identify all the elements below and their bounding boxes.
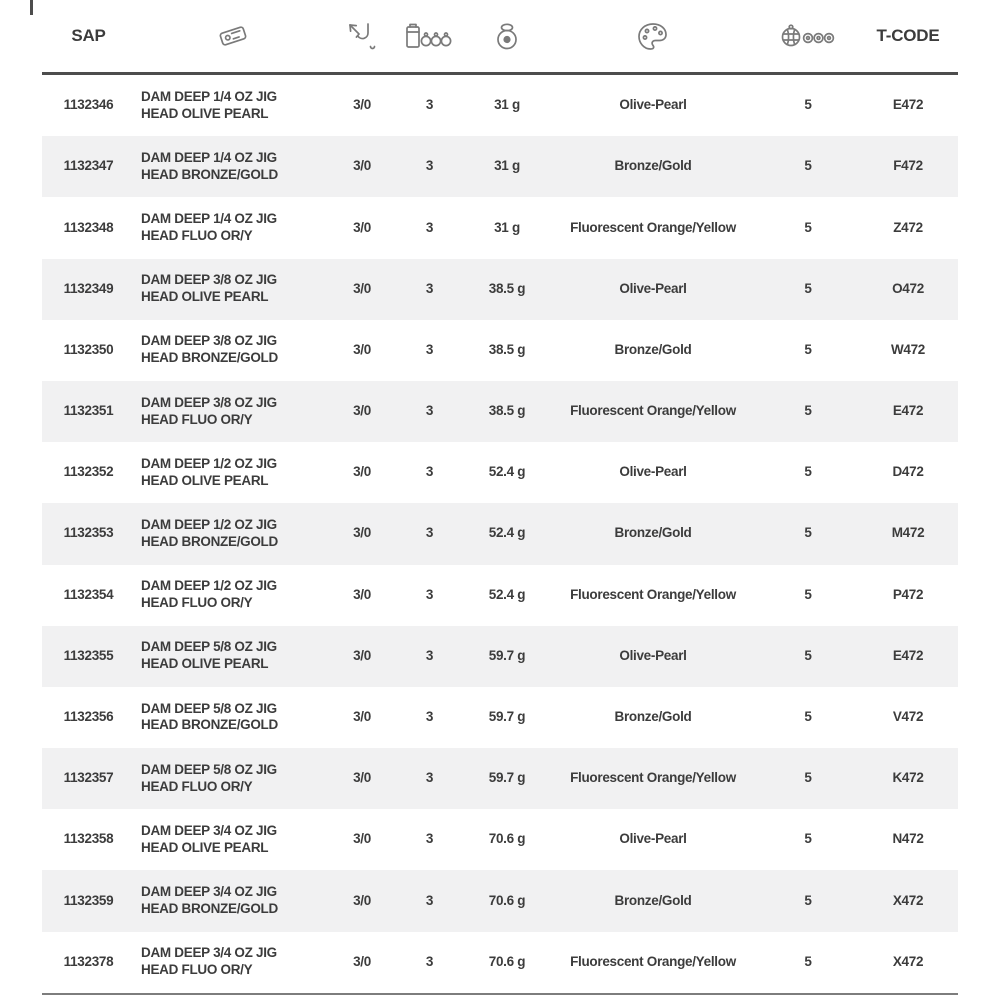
tcode-cell: X472 (892, 953, 924, 969)
color-cell: Olive-Pearl (619, 647, 687, 663)
description-cell (135, 517, 331, 551)
weight-cell: 31 g (494, 158, 520, 174)
description-line-2: HEAD FLUO OR/Y (141, 411, 253, 427)
table-row (42, 197, 958, 258)
quantity-cell: 3 (425, 831, 434, 847)
table-row (42, 870, 958, 931)
weight-cell: 38.5 g (488, 341, 526, 357)
quantity-cell: 3 (425, 770, 434, 786)
pack-quantity-cell: 5 (804, 525, 812, 541)
color-cell: Fluorescent Orange/Yellow (570, 403, 736, 419)
quantity-cell: 3 (425, 341, 434, 357)
header-description (135, 21, 331, 51)
header-quantity (393, 20, 466, 52)
color-cell: Bronze/Gold (614, 525, 692, 541)
description-line-1: DAM DEEP 3/4 OZ JIG (141, 884, 277, 900)
quantity-cell: 3 (425, 892, 434, 908)
description-line-2: HEAD FLUO OR/Y (141, 962, 253, 978)
color-cell: Fluorescent Orange/Yellow (570, 586, 736, 602)
hook-size-cell: 3/0 (353, 158, 371, 174)
description-cell (135, 89, 331, 123)
description-line-2: HEAD BRONZE/GOLD (141, 901, 278, 917)
tcode-cell: P472 (892, 586, 924, 602)
header-hook-size (331, 20, 393, 52)
sap-cell: 1132378 (63, 953, 114, 969)
description-cell (135, 762, 331, 796)
description-cell (135, 945, 331, 979)
hook-size-cell: 3/0 (353, 586, 371, 602)
tcode-cell: Z472 (893, 219, 923, 235)
pack-quantity-cell: 5 (804, 953, 812, 969)
pack-quantity-cell: 5 (804, 647, 812, 663)
table-row (42, 259, 958, 320)
description-line-1: DAM DEEP 3/8 OZ JIG (141, 333, 277, 349)
quantity-cell: 3 (425, 586, 434, 602)
description-line-1: DAM DEEP 5/8 OZ JIG (141, 639, 277, 655)
product-label-icon (214, 21, 252, 51)
description-cell (135, 456, 331, 490)
tcode-cell: V472 (892, 709, 924, 725)
header-sap: SAP (71, 26, 106, 45)
color-palette-icon (635, 20, 671, 52)
pack-quantity-cell: 5 (804, 403, 812, 419)
sap-cell: 1132356 (63, 709, 114, 725)
pack-quantity-cell: 5 (804, 586, 812, 602)
description-line-2: HEAD OLIVE PEARL (141, 839, 269, 855)
weight-cell: 38.5 g (488, 403, 526, 419)
color-cell: Bronze/Gold (614, 892, 692, 908)
sap-cell: 1132346 (63, 97, 114, 113)
tcode-cell: E472 (892, 97, 924, 113)
description-cell (135, 211, 331, 245)
description-cell (135, 333, 331, 367)
hook-size-cell: 3/0 (353, 831, 371, 847)
color-cell: Fluorescent Orange/Yellow (570, 219, 736, 235)
weight-cell: 70.6 g (488, 892, 526, 908)
header-pack (758, 21, 858, 51)
quantity-cell: 3 (425, 219, 434, 235)
weight-cell: 52.4 g (488, 464, 526, 480)
pack-quantity-cell: 5 (804, 341, 812, 357)
quantity-cell: 3 (425, 647, 434, 663)
quantity-cell: 3 (425, 403, 434, 419)
page-edge-mark (30, 0, 33, 15)
hook-size-cell: 3/0 (353, 709, 371, 725)
description-cell (135, 884, 331, 918)
hook-size-icon (345, 20, 379, 52)
hook-size-cell: 3/0 (353, 280, 371, 296)
sap-cell: 1132359 (63, 892, 114, 908)
sap-cell: 1132355 (63, 647, 114, 663)
pack-quantity-cell: 5 (804, 464, 812, 480)
weight-cell: 52.4 g (488, 586, 526, 602)
pack-quantity-cell: 5 (804, 709, 812, 725)
tcode-cell: E472 (892, 647, 924, 663)
sap-cell: 1132358 (63, 831, 114, 847)
quantity-cell: 3 (425, 97, 434, 113)
description-line-1: DAM DEEP 1/2 OZ JIG (141, 578, 277, 594)
hook-size-cell: 3/0 (353, 97, 371, 113)
hook-size-cell: 3/0 (353, 341, 371, 357)
description-cell (135, 578, 331, 612)
pack-quantity-cell: 5 (804, 158, 812, 174)
color-cell: Olive-Pearl (619, 97, 687, 113)
description-line-2: HEAD BRONZE/GOLD (141, 533, 278, 549)
color-cell: Olive-Pearl (619, 831, 687, 847)
header-weight (466, 20, 548, 52)
tcode-cell: W472 (890, 341, 926, 357)
description-line-1: DAM DEEP 5/8 OZ JIG (141, 700, 277, 716)
description-line-2: HEAD OLIVE PEARL (141, 656, 269, 672)
tcode-cell: O472 (892, 280, 924, 296)
description-line-1: DAM DEEP 1/4 OZ JIG (141, 211, 277, 227)
sap-cell: 1132349 (63, 280, 114, 296)
description-line-2: HEAD BRONZE/GOLD (141, 166, 278, 182)
sap-cell: 1132350 (63, 341, 114, 357)
description-line-1: DAM DEEP 3/4 OZ JIG (141, 822, 277, 838)
hook-size-cell: 3/0 (353, 892, 371, 908)
description-line-1: DAM DEEP 1/4 OZ JIG (141, 149, 277, 165)
hook-size-cell: 3/0 (353, 647, 371, 663)
description-cell (135, 639, 331, 673)
description-line-2: HEAD FLUO OR/Y (141, 227, 253, 243)
package-units-icon (779, 21, 837, 51)
description-line-2: HEAD FLUO OR/Y (141, 778, 253, 794)
table-row (42, 381, 958, 442)
table-row (42, 75, 958, 136)
jig-weight-icon (492, 20, 522, 52)
pack-quantity-cell: 5 (804, 97, 812, 113)
quantity-cell: 3 (425, 158, 434, 174)
product-table (42, 0, 958, 995)
description-line-2: HEAD BRONZE/GOLD (141, 717, 278, 733)
description-line-2: HEAD OLIVE PEARL (141, 472, 269, 488)
description-line-1: DAM DEEP 3/8 OZ JIG (141, 272, 277, 288)
sap-cell: 1132347 (63, 158, 114, 174)
description-line-1: DAM DEEP 1/2 OZ JIG (141, 455, 277, 471)
color-cell: Olive-Pearl (619, 464, 687, 480)
hook-size-cell: 3/0 (353, 525, 371, 541)
pack-quantity-cell: 5 (804, 280, 812, 296)
weight-cell: 70.6 g (488, 953, 526, 969)
table-row (42, 626, 958, 687)
table-row (42, 320, 958, 381)
hook-size-cell: 3/0 (353, 403, 371, 419)
weight-cell: 31 g (494, 97, 520, 113)
weight-cell: 59.7 g (488, 647, 526, 663)
sap-cell: 1132353 (63, 525, 114, 541)
weight-cell: 59.7 g (488, 709, 526, 725)
description-line-1: DAM DEEP 1/4 OZ JIG (141, 88, 277, 104)
description-cell (135, 395, 331, 429)
hook-size-cell: 3/0 (353, 464, 371, 480)
quantity-cell: 3 (425, 953, 434, 969)
table-row (42, 748, 958, 809)
tcode-cell: F472 (893, 158, 923, 174)
tcode-cell: N472 (892, 831, 924, 847)
table-row (42, 136, 958, 197)
sap-cell: 1132354 (63, 586, 114, 602)
sap-cell: 1132348 (63, 219, 114, 235)
description-line-1: DAM DEEP 3/4 OZ JIG (141, 945, 277, 961)
color-cell: Bronze/Gold (614, 158, 692, 174)
table-row (42, 565, 958, 626)
tcode-cell: M472 (891, 525, 925, 541)
table-row (42, 932, 958, 993)
pack-quantity-cell: 5 (804, 770, 812, 786)
table-body (42, 75, 958, 995)
sap-cell: 1132352 (63, 464, 114, 480)
table-row (42, 809, 958, 870)
description-line-2: HEAD FLUO OR/Y (141, 595, 253, 611)
description-cell (135, 823, 331, 857)
tcode-cell: K472 (892, 770, 924, 786)
description-cell (135, 272, 331, 306)
tcode-cell: X472 (892, 892, 924, 908)
header-color (548, 20, 758, 52)
quantity-cell: 3 (425, 464, 434, 480)
table-row (42, 503, 958, 564)
pack-contents-icon (404, 20, 456, 52)
weight-cell: 31 g (494, 219, 520, 235)
weight-cell: 52.4 g (488, 525, 526, 541)
color-cell: Olive-Pearl (619, 280, 687, 296)
tcode-cell: D472 (892, 464, 924, 480)
quantity-cell: 3 (425, 709, 434, 725)
description-line-2: HEAD BRONZE/GOLD (141, 350, 278, 366)
hook-size-cell: 3/0 (353, 770, 371, 786)
header-tcode: T-CODE (876, 26, 940, 45)
quantity-cell: 3 (425, 525, 434, 541)
description-cell (135, 701, 331, 735)
quantity-cell: 3 (425, 280, 434, 296)
description-line-1: DAM DEEP 3/8 OZ JIG (141, 394, 277, 410)
pack-quantity-cell: 5 (804, 219, 812, 235)
color-cell: Fluorescent Orange/Yellow (570, 953, 736, 969)
color-cell: Bronze/Gold (614, 341, 692, 357)
hook-size-cell: 3/0 (353, 219, 371, 235)
table-row (42, 687, 958, 748)
tcode-cell: E472 (892, 403, 924, 419)
hook-size-cell: 3/0 (353, 953, 371, 969)
weight-cell: 70.6 g (488, 831, 526, 847)
color-cell: Fluorescent Orange/Yellow (570, 770, 736, 786)
weight-cell: 38.5 g (488, 280, 526, 296)
description-cell (135, 150, 331, 184)
pack-quantity-cell: 5 (804, 831, 812, 847)
weight-cell: 59.7 g (488, 770, 526, 786)
sap-cell: 1132357 (63, 770, 114, 786)
pack-quantity-cell: 5 (804, 892, 812, 908)
description-line-1: DAM DEEP 1/2 OZ JIG (141, 517, 277, 533)
table-header (42, 0, 958, 75)
sap-cell: 1132351 (63, 403, 114, 419)
table-row (42, 442, 958, 503)
description-line-1: DAM DEEP 5/8 OZ JIG (141, 761, 277, 777)
description-line-2: HEAD OLIVE PEARL (141, 289, 269, 305)
description-line-2: HEAD OLIVE PEARL (141, 105, 269, 121)
color-cell: Bronze/Gold (614, 709, 692, 725)
